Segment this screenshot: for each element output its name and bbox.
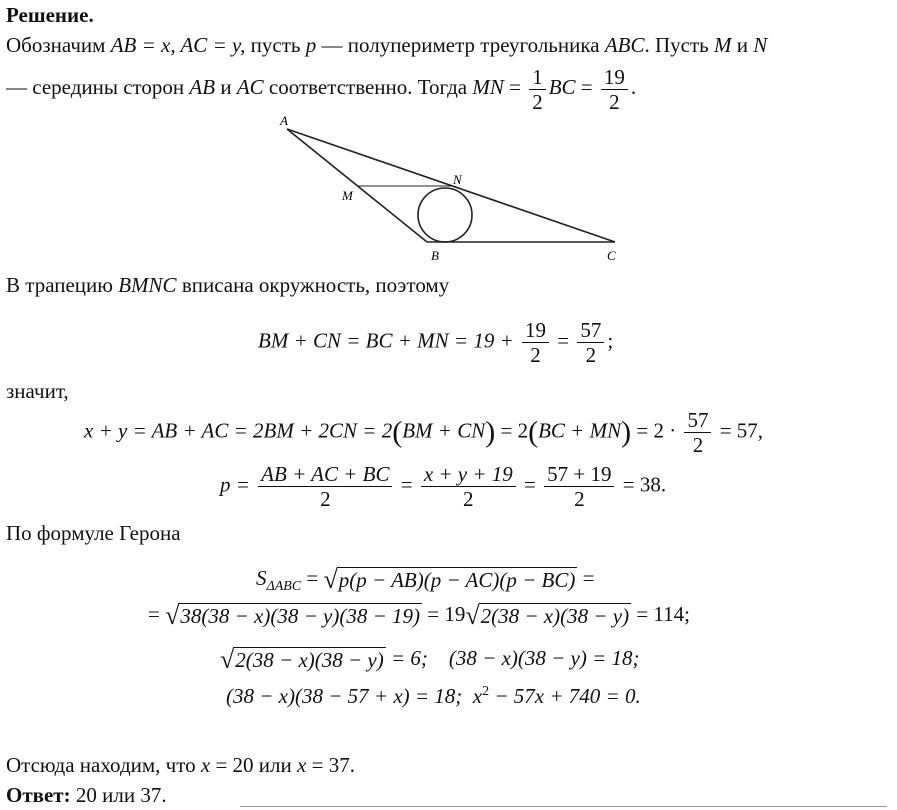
inscribed-circle <box>418 188 472 242</box>
solution-heading: Решение. <box>6 3 94 27</box>
label-b: B <box>431 248 439 263</box>
equation-5: = √ 38(38 − x)(38 − y)(38 − 19) = 19 √ 2(38 − x)(38 − y) = 114; <box>148 601 690 631</box>
triangle-figure <box>270 112 630 267</box>
intro-line-1: Обозначим AB = x, AC = y, пусть p — полупериметр треугольника ABC. Пусть M и N <box>6 33 768 57</box>
heron-sentence: По формуле Герона <box>6 521 181 545</box>
answer-value: 20 или 37. <box>70 783 167 807</box>
equation-2: x + y = AB + AC = 2BM + 2CN = 2(BM + CN) = 2(BC + MN) = 2 · $\frac{57}{2}$ = 57, <box>84 408 764 457</box>
equation-1: BM + CN = BC + MN = 19 + $\frac{19}{2}$ = $\frac{57}{2}$ ; <box>258 318 614 367</box>
intro-line-2: — середины сторон AB и AC соответственно. Тогда MN = $\frac{1}{2}$ BC = $\frac{19}{2}$ . <box>6 64 637 114</box>
footer-divider <box>240 806 887 807</box>
label-a: A <box>280 113 288 128</box>
znachit: значит, <box>6 379 69 403</box>
equation-3: p = $\frac{AB + AC + BC}{2}$ = $\frac{x + y + 19}{2}$ = $\frac{57 + 19}{2}$ = 38. <box>220 462 667 511</box>
label-n: N <box>453 172 462 187</box>
fraction-nineteen-halves: $\frac{19}{2}$ <box>601 65 628 114</box>
equation-7: (38 − x)(38 − 57 + x) = 18; $x^2 - 57x + 740 = 0$. <box>226 684 641 708</box>
conclusion-sentence: Отсюда находим, что x = 20 или x = 37. <box>6 753 355 777</box>
answer-label: Ответ: <box>6 783 71 807</box>
label-m: M <box>342 188 353 203</box>
equation-4: $S_{\Delta ABC}$ = √ p(p − AB)(p − AC)(p − BC) = <box>256 565 595 595</box>
trapezoid-sentence: В трапецию BMNC вписана окружность, поэтому <box>6 273 450 297</box>
answer-line <box>6 782 167 808</box>
fraction-half: $\frac{1}{2}$ <box>529 65 546 114</box>
equation-6: √ 2(38 − x)(38 − y) = 6; (38 − x)(38 − y) = 18; <box>220 645 640 675</box>
label-c: C <box>607 248 616 263</box>
